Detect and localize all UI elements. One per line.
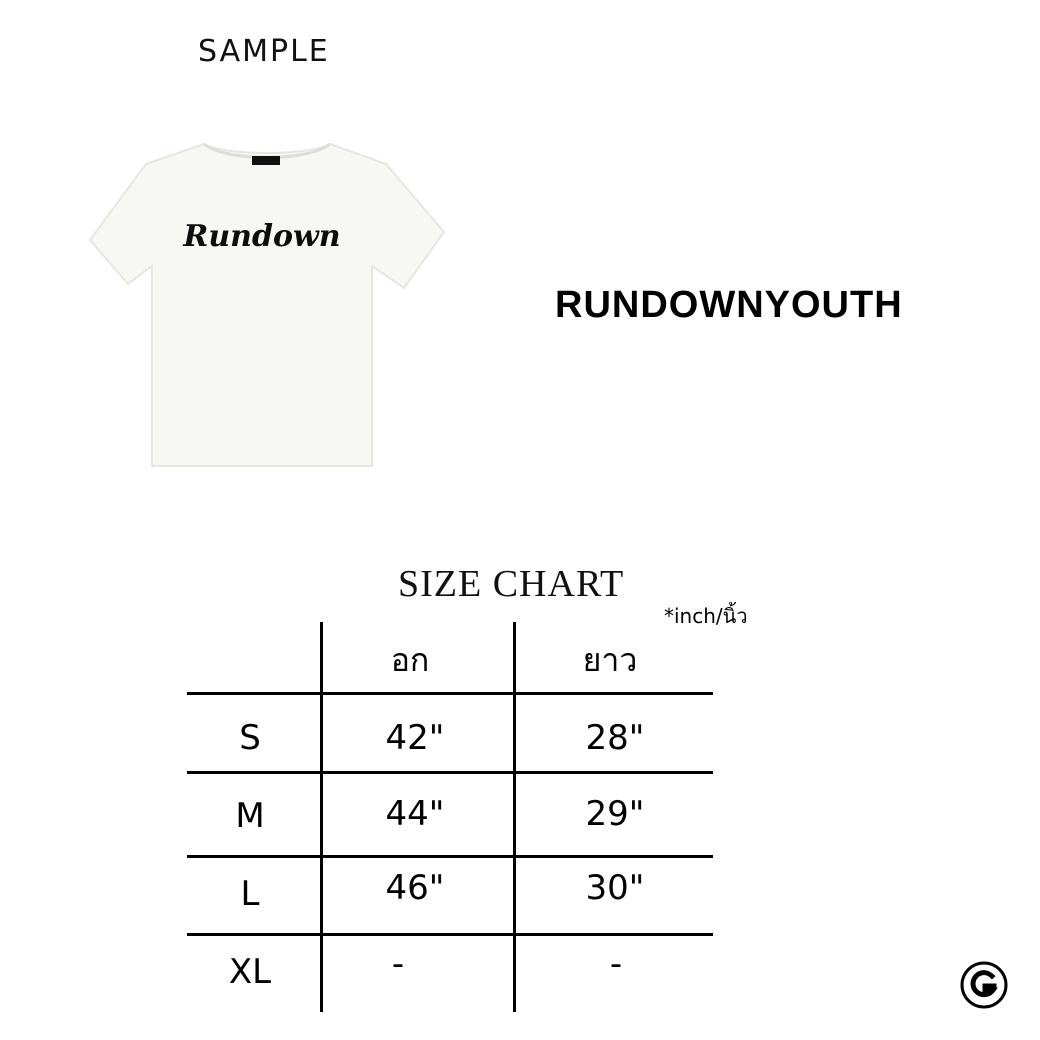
chest-value: 44" — [385, 794, 445, 834]
brand-title: RUNDOWNYOUTH — [555, 284, 903, 326]
chest-value: 42" — [385, 718, 445, 758]
length-value: 29" — [585, 794, 645, 834]
length-value: 28" — [585, 718, 645, 758]
tshirt-icon — [86, 136, 448, 476]
g-logo-icon — [959, 960, 1009, 1010]
size-label: M — [235, 796, 265, 836]
tshirt-image — [86, 136, 448, 476]
length-value: - — [609, 944, 623, 984]
table-divider — [187, 933, 713, 936]
column-header-chest: อก — [390, 641, 430, 679]
chest-value: 46" — [385, 868, 445, 908]
column-header-length: ยาว — [582, 641, 638, 679]
table-divider — [187, 771, 713, 774]
size-label: L — [240, 874, 260, 914]
length-value: 30" — [585, 868, 645, 908]
table-divider — [320, 622, 323, 1012]
table-divider — [187, 855, 713, 858]
unit-note: *inch/นิ้ว — [664, 604, 748, 628]
table-divider — [513, 622, 516, 1012]
shirt-print-text: Rundown — [183, 219, 341, 254]
size-label: XL — [228, 952, 272, 992]
table-divider — [187, 692, 713, 695]
size-chart-title: SIZE CHART — [398, 563, 625, 605]
chest-value: - — [391, 944, 405, 984]
size-label: S — [239, 718, 261, 758]
sample-label: SAMPLE — [198, 34, 330, 69]
